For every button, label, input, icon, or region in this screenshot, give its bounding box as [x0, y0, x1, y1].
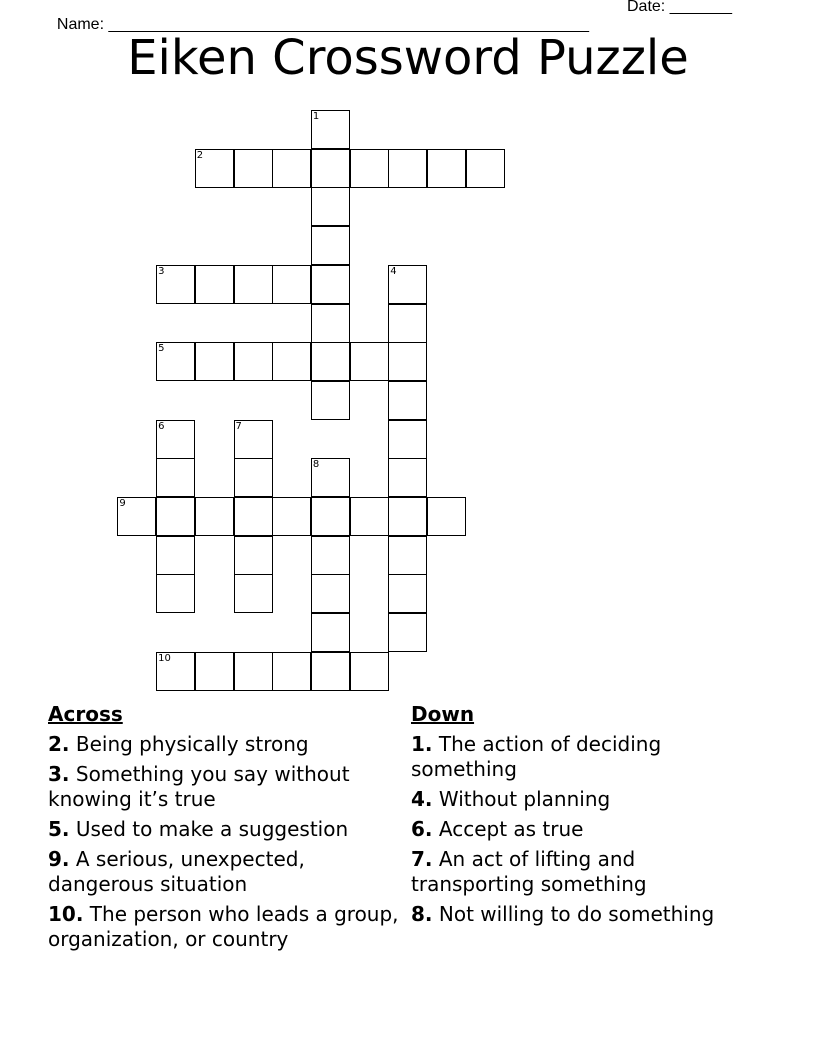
across-clue-2 [48, 732, 408, 757]
grid-cell[interactable] [350, 497, 389, 536]
grid-cell[interactable] [466, 149, 505, 188]
down-clue-1 [411, 732, 731, 782]
grid-cell[interactable] [388, 536, 427, 575]
grid-cell[interactable] [156, 420, 195, 459]
grid-cell[interactable] [195, 342, 234, 381]
name-field-label: Name: ______________________________________________________ [56, 16, 589, 33]
clue-number: 3. [48, 762, 70, 786]
clue-number-label: 2 [196, 149, 204, 161]
grid-cell[interactable] [195, 149, 234, 188]
down-clue-4 [411, 787, 731, 812]
grid-cell[interactable] [195, 497, 234, 536]
grid-cell[interactable] [311, 381, 350, 420]
grid-cell[interactable] [234, 149, 273, 188]
grid-cell[interactable] [311, 574, 350, 613]
clue-number: 6. [411, 817, 433, 841]
date-field-label: Date: _______ [627, 0, 732, 15]
across-heading: Across [48, 702, 123, 726]
grid-cell[interactable] [234, 497, 273, 536]
clue-number: 5. [48, 817, 70, 841]
grid-cell[interactable] [234, 458, 273, 497]
grid-cell[interactable] [388, 420, 427, 459]
grid-cell[interactable] [234, 420, 273, 459]
clue-number: 1. [411, 732, 433, 756]
down-clue-6 [411, 817, 731, 842]
across-clue-5 [48, 817, 408, 842]
clue-text: Accept as true [438, 817, 584, 841]
grid-cell[interactable] [272, 149, 311, 188]
clue-number-label: 9 [119, 498, 126, 509]
grid-cell[interactable] [311, 265, 350, 304]
grid-cell[interactable] [311, 187, 350, 226]
grid-cell[interactable] [156, 342, 195, 381]
clue-text: Without planning [438, 787, 611, 811]
grid-cell[interactable] [117, 497, 156, 536]
grid-cell[interactable] [388, 342, 427, 381]
grid-cell[interactable] [311, 458, 350, 497]
grid-cell[interactable] [427, 149, 466, 188]
grid-cell[interactable] [195, 265, 234, 304]
grid-cell[interactable] [311, 226, 350, 265]
down-clues [411, 702, 731, 932]
grid-cell[interactable] [350, 149, 389, 188]
down-clue-8 [411, 902, 731, 927]
grid-cell[interactable] [195, 652, 234, 691]
across-clue-10 [48, 902, 408, 952]
clue-text: Something you say without knowing it’s true [48, 762, 350, 811]
page-title: Eiken Crossword Puzzle [127, 30, 689, 86]
grid-cell[interactable] [311, 110, 350, 149]
grid-cell[interactable] [350, 342, 389, 381]
clue-text: The action of deciding something [411, 732, 662, 781]
grid-cell[interactable] [311, 536, 350, 575]
down-clue-7 [411, 847, 731, 897]
grid-cell[interactable] [311, 652, 350, 691]
across-clue-3 [48, 762, 408, 812]
grid-cell[interactable] [156, 652, 195, 691]
grid-cell[interactable] [311, 304, 350, 343]
clue-text: An act of lifting and transporting something [411, 847, 647, 896]
grid-cell[interactable] [388, 304, 427, 343]
clue-text: The person who leads a group, organization, or country [48, 902, 399, 951]
clue-number: 9. [48, 847, 70, 871]
clue-number-label: 5 [158, 343, 165, 355]
grid-cell[interactable] [311, 613, 350, 652]
grid-cell[interactable] [388, 458, 427, 497]
grid-cell[interactable] [234, 536, 273, 575]
clue-number-label: 7 [235, 420, 242, 432]
grid-cell[interactable] [156, 265, 195, 304]
grid-cell[interactable] [234, 265, 273, 304]
clue-number: 4. [411, 787, 433, 811]
grid-cell[interactable] [388, 381, 427, 420]
clue-number: 8. [411, 902, 433, 926]
clue-text: Used to make a suggestion [75, 817, 349, 841]
clue-text: A serious, unexpected, dangerous situation [48, 847, 305, 896]
grid-cell[interactable] [156, 458, 195, 497]
grid-cell[interactable] [350, 652, 389, 691]
grid-cell[interactable] [156, 574, 195, 613]
grid-cell[interactable] [311, 149, 350, 188]
clue-number: 10. [48, 902, 84, 926]
clue-number-label: 10 [158, 652, 171, 664]
grid-cell[interactable] [234, 652, 273, 691]
clue-text: Not willing to do something [438, 902, 715, 926]
grid-cell[interactable] [427, 497, 466, 536]
grid-cell[interactable] [388, 574, 427, 613]
grid-cell[interactable] [234, 574, 273, 613]
clue-number-label: 4 [390, 265, 397, 277]
grid-cell[interactable] [272, 652, 311, 691]
across-clues [48, 702, 408, 957]
grid-cell[interactable] [311, 497, 350, 536]
grid-cell[interactable] [388, 265, 427, 304]
clue-number: 2. [48, 732, 70, 756]
grid-cell[interactable] [388, 497, 427, 536]
clue-number-label: 1 [312, 111, 320, 122]
grid-cell[interactable] [388, 149, 427, 188]
across-clue-9 [48, 847, 408, 897]
clue-number-label: 8 [312, 459, 320, 471]
grid-cell[interactable] [272, 342, 311, 381]
clue-number-label: 3 [158, 265, 165, 277]
grid-cell[interactable] [156, 536, 195, 575]
clue-number: 7. [411, 847, 433, 871]
grid-cell[interactable] [272, 497, 311, 536]
grid-cell[interactable] [272, 265, 311, 304]
grid-cell[interactable] [388, 613, 427, 652]
grid-cell[interactable] [234, 342, 273, 381]
grid-cell[interactable] [156, 497, 195, 536]
clue-number-label: 6 [158, 420, 165, 432]
down-heading: Down [411, 702, 475, 726]
grid-cell[interactable] [311, 342, 350, 381]
clue-text: Being physically strong [75, 732, 309, 756]
